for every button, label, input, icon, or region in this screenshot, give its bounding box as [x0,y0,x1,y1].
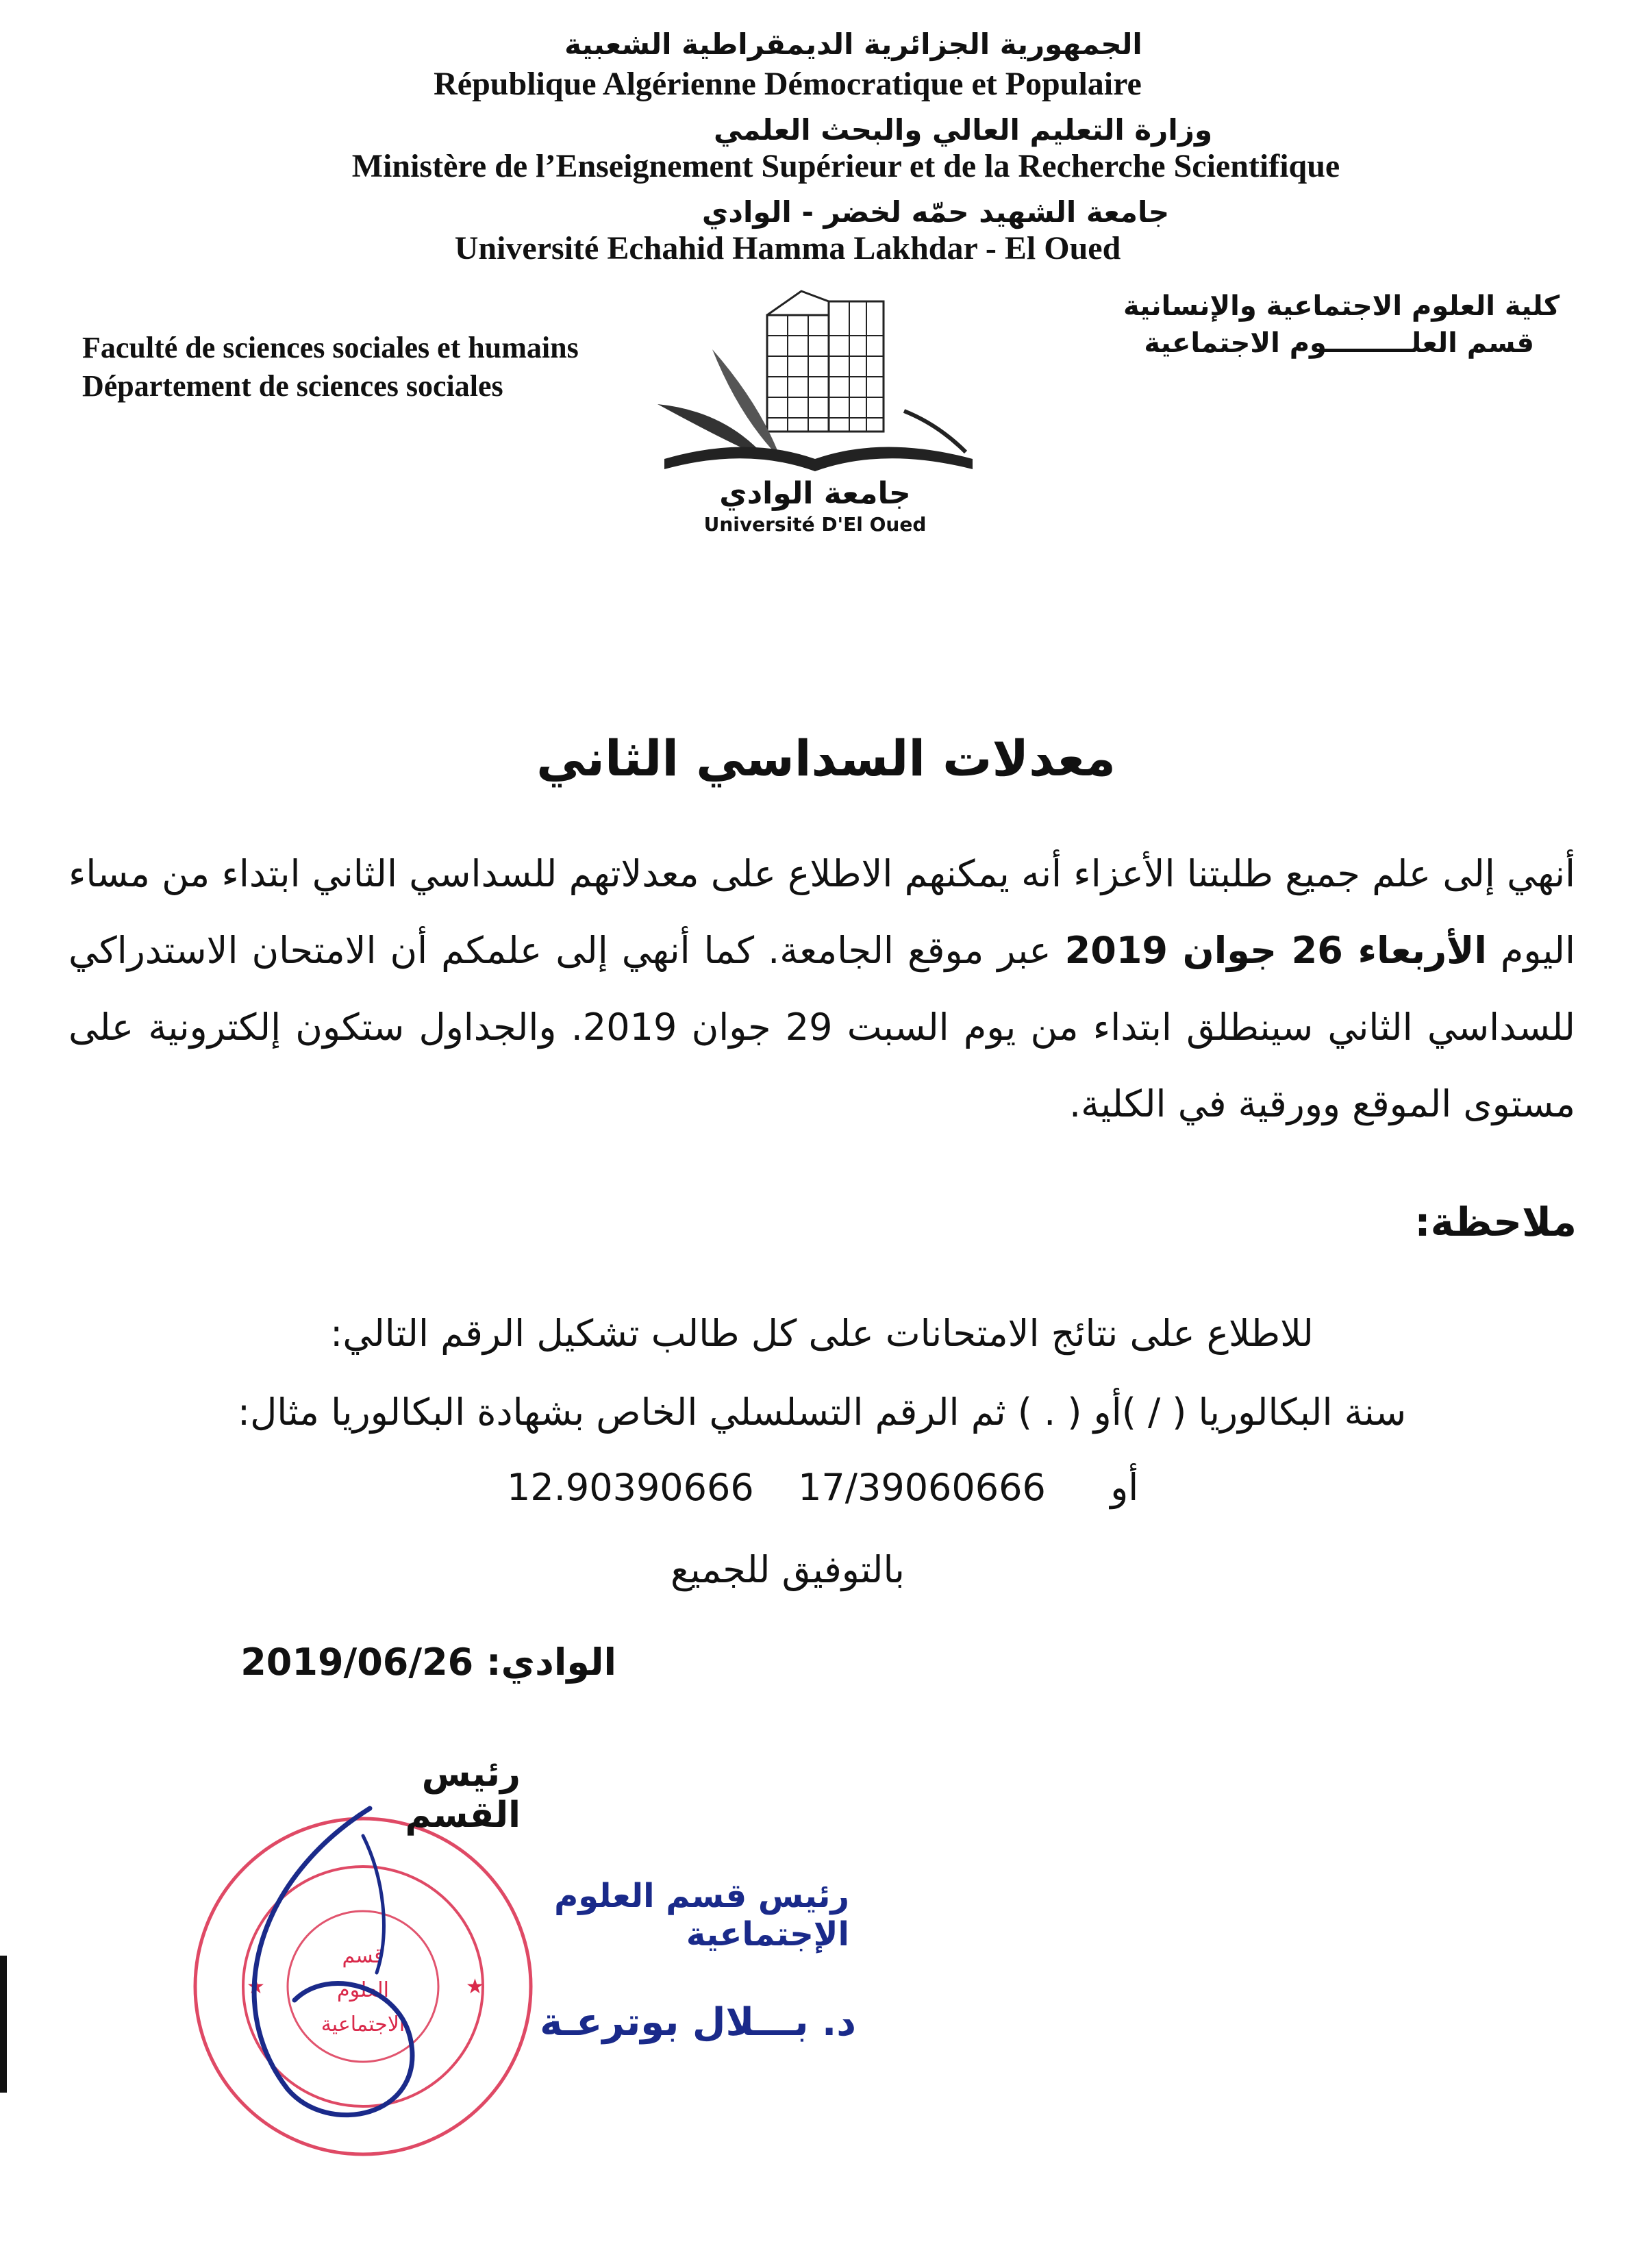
department-ar-name: قسم العلـــــــــوم الاجتماعية [1144,327,1534,359]
announcement-part-1: أنهي إلى علم جميع طلبتنا الأعزاء أنه يمكنهم الاطلاع على معدلاتهم للسداسي الثاني ابتداء من مساء اليوم [68,852,1576,972]
logo-fr-text: Université D'El Oued [703,513,927,536]
announcement-part-2: عبر موقع الجامعة. كما أنهي إلى علمكم أن الامتحان الاستدراكي للسداسي الثاني سينطلق ابتداء من يوم السبت 29 جوان 2019. والجداول ستكون إلكترونية على مستوى الموقع وورقية في الكلية. [68,929,1575,1125]
signature-role: رئيس القسم [405,1754,521,1836]
header-ar-ministry: وزارة التعليم العالي والبحث العلمي [713,113,1213,147]
stamp-center-line-1: قسم [342,1944,384,1968]
signature-dept-head: رئيس قسم العلوم الإجتماعية [554,1877,849,1954]
faculty-ar-name: كلية العلوم الاجتماعية والإنسانية [1123,290,1560,322]
header-ar-university: جامعة الشهيد حمّه لخضر - الوادي [701,195,1170,229]
svg-text:★: ★ [247,1975,265,1999]
university-logo [644,288,986,541]
handwritten-signature [205,1795,493,2151]
note-line-2: سنة البكالوريا ( / )أو ( . ) ثم الرقم التسلسلي الخاص بشهادة البكالوريا مثال: [237,1391,1407,1434]
announcement-paragraph [68,836,1575,1143]
header-fr-republic: République Algérienne Démocratique et Populaire [434,66,1142,102]
logo-ar-text: جامعة الوادي [719,476,911,511]
example-or: أو [1110,1466,1139,1509]
document-title: معدلات السداسي الثاني [536,730,1116,787]
note-examples [507,1466,1139,1509]
signature-name: د. بـــلال بوترعـة [540,2000,856,2045]
scan-edge-mark [0,1956,7,2093]
header-fr-university: Université Echahid Hamma Lakhdar - El Oued [454,230,1121,266]
svg-text:★: ★ [466,1975,484,1999]
announcement-date-bold: الأربعاء 26 جوان 2019 [1064,929,1487,972]
stamp-center-line-2: العلوم [337,1978,389,2002]
faculty-fr-block [82,329,579,406]
faculty-fr-name: Faculté de sciences sociales et humains [82,331,579,364]
closing-line: بالتوفيق للجميع [671,1548,905,1591]
note-label: ملاحظة: [1414,1199,1577,1245]
header-ar-republic: الجمهورية الجزائرية الديمقراطية الشعبية [564,27,1142,61]
note-line-1: للاطلاع على نتائج الامتحانات على كل طالب تشكيل الرقم التالي: [330,1312,1314,1355]
example-number-1: 17/39060666 [798,1466,1046,1509]
example-number-2: 12.90390666 [507,1466,754,1509]
header-fr-ministry: Ministère de l’Enseignement Supérieur et de la Recherche Scientifique [351,148,1340,184]
stamp-center-line-3: الاجتماعية [321,2012,405,2036]
faculty-ar-block [1123,288,1560,362]
department-fr-name: Département de sciences sociales [82,369,503,403]
place-date: الوادي: 2019/06/26 [240,1641,616,1684]
